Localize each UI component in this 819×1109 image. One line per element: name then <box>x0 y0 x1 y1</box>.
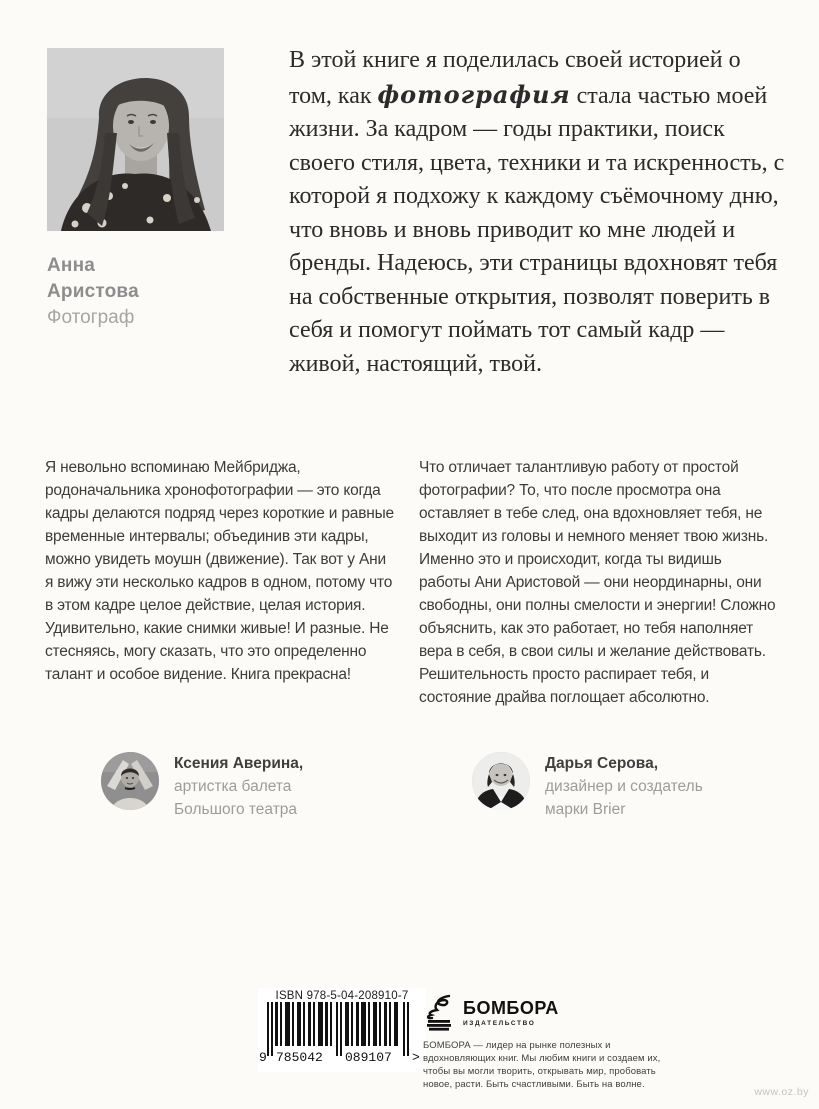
barcode-digits <box>259 1050 420 1064</box>
author-first-name: Анна <box>47 255 96 276</box>
reviewer-ksenia-text <box>174 752 354 821</box>
designer-avatar-image <box>472 752 530 810</box>
intro-script-word: фотография <box>377 79 571 109</box>
author-portrait-image <box>47 48 224 231</box>
intro-text-before: В этой книге я поделилась своей историей о том, как <box>289 47 741 109</box>
barcode-bars <box>267 1002 409 1056</box>
intro-text-after: стала частью моей жизни. За кадром — годы практики, поиск своего стиля, цвета, техники и та искренность, с которой я подхожу к каждому съёмочному дню, что вновь и вновь приводит ко мне людей и бренды. Надеюсь, эти страницы вдохновят тебя на собственные открытия, позволят поверить в себя и помогут поймать тот самый кадр — живой, настоящий, твой. <box>289 82 785 377</box>
barcode-group2: 089107 <box>345 1050 392 1064</box>
shop-watermark: www.oz.by <box>754 1086 809 1098</box>
barcode-group1: 785042 <box>276 1050 323 1064</box>
testimonial-right: Что отличает талантливую работу от простой фотографии? То, что после просмотра она оставляет в тебе след, она вдохновляет тебя, не выходит из головы и немного меняет твою жизнь. Именно это и происходит, когда ты видишь работы Ани Аристовой — они неординарны, они свободны, они полны смелости и энергии! Сложно объяснить, как это работает, но тебя наполняет вера в себя, в свои силы и желание действовать. Решительность просто распирает тебя, и состояние драйва поглощает абсолютно. <box>419 459 776 706</box>
bombora-logo-icon <box>423 993 457 1031</box>
reviewer-ksenia-name: Ксения Аверина, <box>174 755 304 772</box>
author-last-name: Аристова <box>47 281 139 302</box>
reviewer-ksenia-avatar <box>101 752 159 810</box>
publisher-blurb: БОМБОРА — лидер на рынке полезных и вдохновляющих книг. Мы любим книги и создаем их, чтобы вы могли творить, открывать мир, пробовать новое, расти. Быть счастливыми. Быть на волне. <box>423 1040 661 1090</box>
publisher-subtitle: ИЗДАТЕЛЬСТВО <box>463 1020 536 1027</box>
barcode-block <box>258 988 426 1072</box>
publisher-names <box>463 993 559 1027</box>
author-name <box>47 253 139 305</box>
reviewer-daria-avatar <box>472 752 530 810</box>
intro-paragraph <box>289 44 789 381</box>
author-photo <box>47 48 224 231</box>
reviewer-daria-name: Дарья Серова, <box>545 755 659 772</box>
testimonial-left: Я невольно вспоминаю Мейбриджа, родоначальника хронофотографии — это когда кадры делаются подряд через короткие и равные временные интервалы; объединив эти кадры, можно увидеть моушн (движение). Так вот у Ани я вижу эти несколько кадров в одном, потому что в этом кадре целое действие, целая история. Удивительно, какие снимки живые! И разные. Не стесняясь, могу сказать, что это определенно талант и особое видение. Книга прекрасна! <box>45 459 394 683</box>
barcode-left-digit: 9 <box>259 1050 267 1064</box>
reviewer-daria-role: дизайнер и создатель марки Brier <box>545 778 703 818</box>
publisher-header <box>423 993 559 1031</box>
author-role: Фотограф <box>47 307 135 328</box>
ballerina-avatar-image <box>101 752 159 810</box>
ean13-barcode <box>259 1002 425 1064</box>
reviewer-ksenia <box>101 752 354 821</box>
publisher-name: БОМБОРА <box>463 998 559 1018</box>
reviewer-daria <box>472 752 725 821</box>
isbn-label: ISBN 978-5-04-208910-7 <box>275 990 409 1002</box>
barcode-end-char: > <box>412 1050 420 1064</box>
publisher-block <box>423 993 559 1031</box>
reviewer-daria-text <box>545 752 725 821</box>
reviewer-ksenia-role: артистка балета Большого театра <box>174 778 298 818</box>
